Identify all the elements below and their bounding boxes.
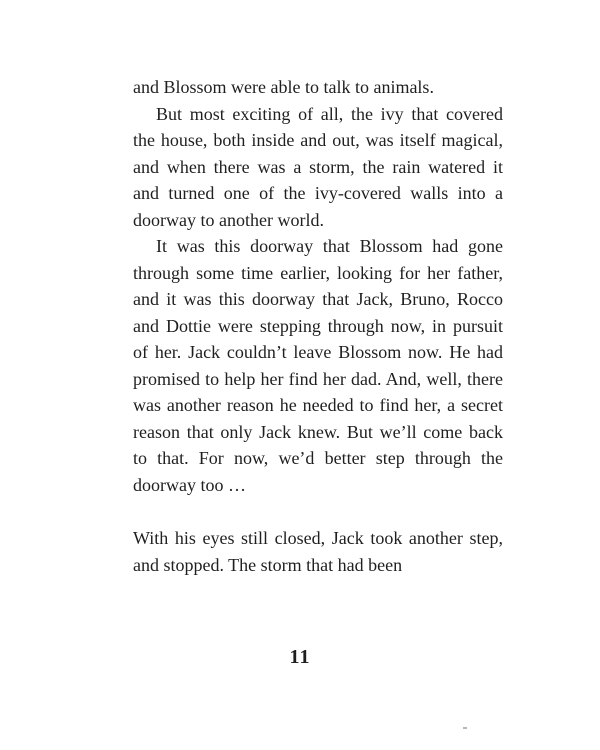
scan-speck	[463, 727, 467, 729]
section-break	[133, 498, 503, 525]
page-number: 11	[289, 646, 311, 668]
book-page-text	[133, 74, 503, 578]
paragraph-new-section: With his eyes still closed, Jack took another step, and stopped. The storm that had been	[133, 528, 503, 575]
paragraph-ivy-magic: But most exciting of all, the ivy that covered the house, both inside and out, was itself magical, and when there was a storm, the rain watered it and turned one of the ivy-covered walls into a doorway to another world.	[133, 103, 503, 230]
paragraph-continuation: and Blossom were able to talk to animals.	[133, 77, 434, 97]
paragraph-doorway: It was this doorway that Blossom had gone through some time earlier, looking for her father, and it was this doorway that Jack, Bruno, Rocco and Dottie were stepping through now, in pursuit of her. Jack couldn’t leave Blossom now. He had promised to help her find her dad. And, well, there was another reason he needed to find her, a secret reason that only Jack knew. But we’ll come back to that. For now, we’d better step through the doorway too …	[133, 236, 503, 495]
